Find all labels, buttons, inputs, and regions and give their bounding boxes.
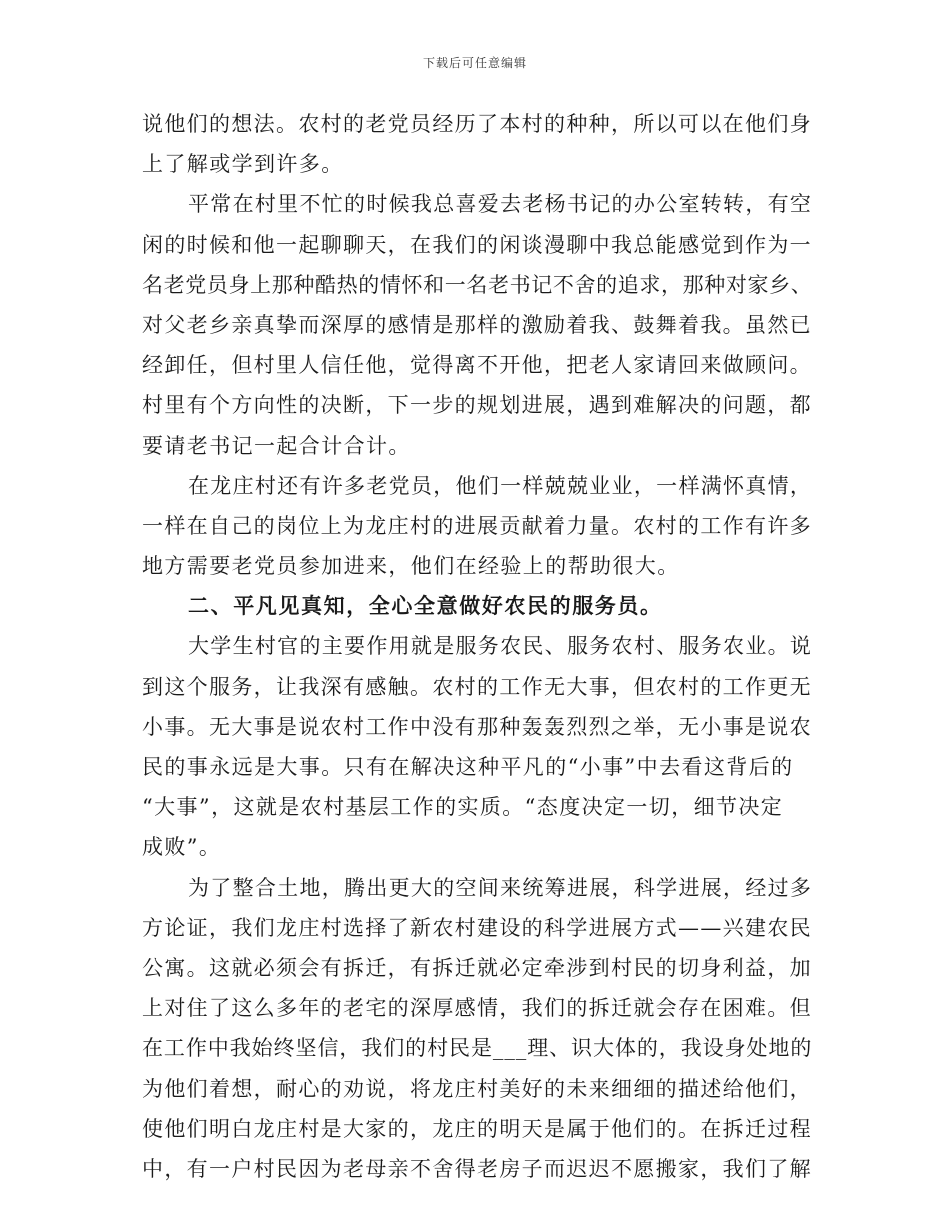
text-line: 大学生村官的主要作用就是服务农民、服务农村、服务农业。说 — [188, 634, 813, 659]
text-line: “大事”，这就是农村基层工作的实质。“态度决定一切，细节决定 — [142, 795, 784, 820]
text-line: 说他们的想法。农村的老党员经历了本村的种种，所以可以在他们身 — [142, 112, 812, 136]
text-line: 上了解或学到许多。 — [142, 152, 344, 177]
text-line: 平常在村里不忙的时候我总喜爱去老杨书记的办公室转转，有空 — [188, 192, 813, 217]
text-line: 方论证，我们龙庄村选择了新农村建设的科学进展方式——兴建农民 — [142, 915, 812, 940]
text-line: 为他们着想，耐心的劝说，将龙庄村美好的未来细细的描述给他们， — [142, 1076, 812, 1101]
text-line: 要请老书记一起合计合计。 — [142, 433, 411, 458]
text-line: 一样在自己的岗位上为龙庄村的进展贡献着力量。农村的工作有许多 — [142, 513, 812, 538]
text-line: 村里有个方向性的决断，下一步的规划进展，遇到难解决的问题，都 — [142, 393, 812, 418]
text-line: 到这个服务，让我深有感触。农村的工作无大事，但农村的工作更无 — [142, 674, 812, 699]
text-line: 为了整合土地，腾出更大的空间来统筹进展，科学进展，经过多 — [188, 875, 813, 900]
text-line: 对父老乡亲真挚而深厚的感情是那样的激励着我、鼓舞着我。虽然已 — [142, 312, 812, 337]
text-line: 小事。无大事是说农村工作中没有那种轰轰烈烈之举，无小事是说农 — [142, 714, 812, 739]
text-line: 中，有一户村民因为老母亲不舍得老房子而迟迟不愿搬家，我们了解 — [142, 1156, 812, 1181]
text-line: 经卸任，但村里人信任他，觉得离不开他，把老人家请回来做顾问。 — [142, 353, 812, 378]
document-body — [142, 104, 812, 1189]
text-line: 公寓。这就必须会有拆迁，有拆迁就必定牵涉到村民的切身利益，加 — [142, 955, 812, 980]
text-line: 在工作中我始终坚信，我们的村民是___理、识大体的，我设身处地的 — [142, 1036, 813, 1061]
text-line: 地方需要老党员参加进来，他们在经验上的帮助很大。 — [142, 554, 680, 579]
section-heading: 二、平凡见真知，全心全意做好农民的服务员。 — [188, 593, 663, 619]
text-line: 成败”。 — [142, 835, 222, 860]
text-line: 在龙庄村还有许多老党员，他们一样兢兢业业，一样满怀真情， — [188, 473, 813, 498]
text-line: 使他们明白龙庄村是大家的，龙庄的明天是属于他们的。在拆迁过程 — [142, 1116, 812, 1141]
page-header: 下载后可任意编辑 — [422, 56, 527, 70]
text-line: 闲的时候和他一起聊聊天，在我们的闲谈漫聊中我总能感觉到作为一 — [142, 232, 812, 257]
text-line: 上对住了这么多年的老宅的深厚感情，我们的拆迁就会存在困难。但 — [142, 996, 812, 1021]
text-line: 名老党员身上那种酷热的情怀和一名老书记不舍的追求，那种对家乡、 — [142, 272, 813, 297]
text-line: 民的事永远是大事。只有在解决这种平凡的“小事”中去看这背后的 — [142, 755, 794, 779]
